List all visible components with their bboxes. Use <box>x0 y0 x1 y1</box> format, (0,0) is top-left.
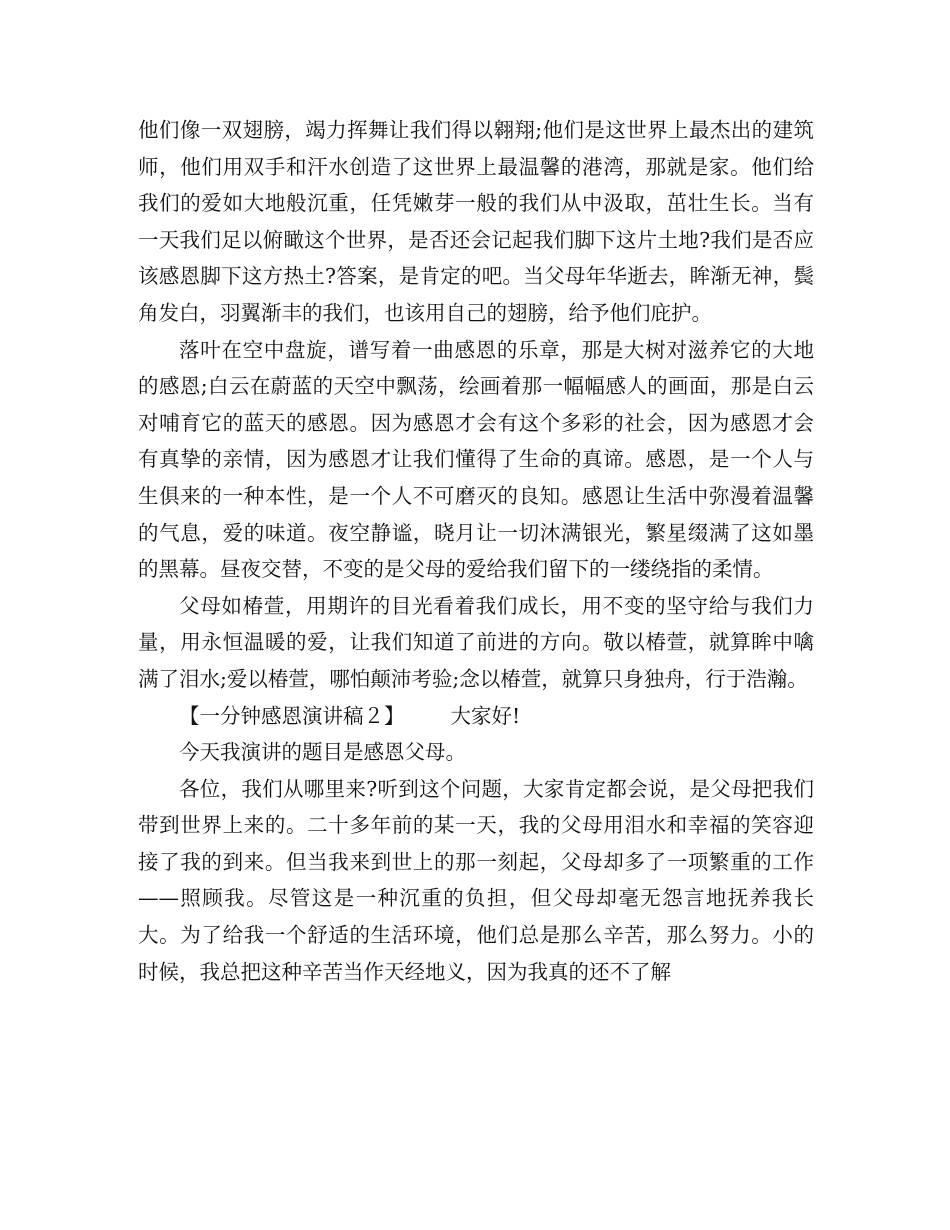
paragraph-4: 今天我演讲的题目是感恩父母。 <box>179 740 466 765</box>
section-heading <box>138 698 814 735</box>
paragraph-2: 落叶在空中盘旋，谱写着一曲感恩的乐章，那是大树对滋养它的大地的感恩;白云在蔚蓝的天空中飘荡，绘画着那一幅幅感人的画面，那是白云对哺育它的蓝天的感恩。因为感恩才会有这个多彩的社会，因为感恩才会有真挚的亲情，因为感恩才让我们懂得了生命的真谛。感恩，是一个人与生俱来的一种本性，是一个人不可磨灭的良知。感恩让生活中弥漫着温馨的气息，爱的味道。夜空静谧，晓月让一切沐满银光，繁星缀满了这如墨的黑幕。昼夜交替，不变的是父母的爱给我们留下的一缕绕指的柔情。 <box>138 337 814 582</box>
section-title: 【一分钟感恩演讲稿２】 <box>179 703 405 728</box>
paragraph-3: 父母如椿萱，用期许的目光看着我们成长，用不变的坚守给与我们力量，用永恒温暖的爱，让我们知道了前进的方向。敬以椿萱，就算眸中噙满了泪水;爱以椿萱，哪怕颠沛考验;念以椿萱，就算只身独舟，行于浩瀚。 <box>138 593 814 691</box>
paragraph-5: 各位，我们从哪里来?听到这个问题，大家肯定都会说，是父母把我们带到世界上来的。二十多年前的某一天，我的父母用泪水和幸福的笑容迎接了我的到来。但当我来到世上的那一刻起，父母却多了一项繁重的工作——照顾我。尽管这是一种沉重的负担，但父母却毫无怨言地抚养我长大。为了给我一个舒适的生活环境，他们总是那么辛苦，那么努力。小的时候，我总把这种辛苦当作天经地义，因为我真的还不了解 <box>138 776 814 984</box>
paragraph-1: 他们像一双翅膀，竭力挥舞让我们得以翱翔;他们是这世界上最杰出的建筑师，他们用双手和汗水创造了这世界上最温馨的港湾，那就是家。他们给我们的爱如大地般沉重，任凭嫩芽一般的我们从中汲取，茁壮生长。当有一天我们足以俯瞰这个世界，是否还会记起我们脚下这片土地?我们是否应该感恩脚下这方热土?答案，是肯定的吧。当父母年华逝去，眸渐无神，鬓角发白，羽翼渐丰的我们，也该用自己的翅膀，给予他们庇护。 <box>138 118 814 325</box>
document-body <box>138 112 814 990</box>
greeting: 大家好! <box>450 703 521 728</box>
